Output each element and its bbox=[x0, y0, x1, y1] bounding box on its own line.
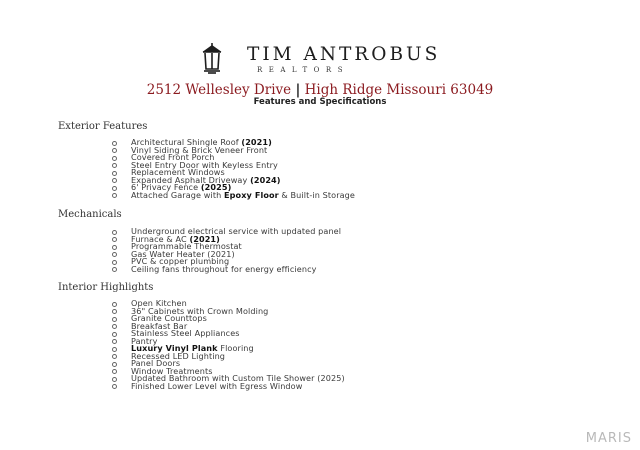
bullet-icon bbox=[112, 171, 117, 176]
list-item: PVC & copper plumbing bbox=[112, 258, 341, 266]
list-item: Furnace & AC (2021) bbox=[112, 236, 341, 244]
list-exterior bbox=[112, 139, 355, 199]
list-item: Covered Front Porch bbox=[112, 154, 355, 162]
bullet-icon bbox=[112, 369, 117, 374]
bullet-icon bbox=[112, 384, 117, 389]
bullet-icon bbox=[112, 245, 117, 250]
watermark: MARIS bbox=[585, 431, 632, 446]
street-address: 2512 Wellesley Drive bbox=[146, 82, 292, 98]
brand-logo bbox=[197, 42, 447, 76]
bullet-icon bbox=[112, 377, 117, 382]
section-heading-mechanicals: Mechanicals bbox=[58, 209, 122, 220]
list-item: Window Treatments bbox=[112, 368, 345, 376]
bullet-icon bbox=[112, 252, 117, 257]
lantern-icon bbox=[197, 42, 227, 76]
bullet-icon bbox=[112, 178, 117, 183]
list-item: Finished Lower Level with Egress Window bbox=[112, 383, 345, 391]
bullet-icon bbox=[112, 230, 117, 235]
list-item: 6' Privacy Fence (2025) bbox=[112, 184, 355, 192]
bullet-icon bbox=[112, 324, 117, 329]
property-address bbox=[0, 82, 640, 98]
list-item: Luxury Vinyl Plank Flooring bbox=[112, 345, 345, 353]
list-item: Replacement Windows bbox=[112, 169, 355, 177]
list-item: Architectural Shingle Roof (2021) bbox=[112, 139, 355, 147]
list-item: Panel Doors bbox=[112, 360, 345, 368]
list-item: Programmable Thermostat bbox=[112, 243, 341, 251]
bullet-icon bbox=[112, 332, 117, 337]
list-item: Expanded Asphalt Driveway (2024) bbox=[112, 177, 355, 185]
brand-subtitle: REALTORS bbox=[257, 66, 349, 74]
list-item: Stainless Steel Appliances bbox=[112, 330, 345, 338]
bullet-icon bbox=[112, 317, 117, 322]
section-heading-interior: Interior Highlights bbox=[58, 282, 154, 293]
bullet-icon bbox=[112, 267, 117, 272]
bullet-icon bbox=[112, 354, 117, 359]
document-subtitle: Features and Specifications bbox=[253, 97, 387, 107]
list-item: 36" Cabinets with Crown Molding bbox=[112, 308, 345, 316]
bullet-icon bbox=[112, 309, 117, 314]
bullet-icon bbox=[112, 186, 117, 191]
bullet-icon bbox=[112, 193, 117, 198]
bullet-icon bbox=[112, 339, 117, 344]
bullet-icon bbox=[112, 302, 117, 307]
list-item: Gas Water Heater (2021) bbox=[112, 251, 341, 259]
list-item: Attached Garage with Epoxy Floor & Built-in Storage bbox=[112, 192, 355, 200]
bullet-icon bbox=[112, 156, 117, 161]
brand-name: TIM ANTROBUS bbox=[247, 44, 441, 65]
list-item: Open Kitchen bbox=[112, 300, 345, 308]
bullet-icon bbox=[112, 141, 117, 146]
list-item: Pantry bbox=[112, 338, 345, 346]
bullet-icon bbox=[112, 163, 117, 168]
list-interior bbox=[112, 300, 345, 390]
list-mechanicals bbox=[112, 228, 341, 273]
list-item: Breakfast Bar bbox=[112, 323, 345, 331]
bullet-icon bbox=[112, 237, 117, 242]
city-state-zip: High Ridge Missouri 63049 bbox=[304, 82, 494, 98]
section-heading-exterior: Exterior Features bbox=[58, 121, 148, 132]
address-separator: | bbox=[295, 82, 301, 98]
list-item: Underground electrical service with updated panel bbox=[112, 228, 341, 236]
list-item: Granite Counttops bbox=[112, 315, 345, 323]
bullet-icon bbox=[112, 148, 117, 153]
list-item: Ceiling fans throughout for energy efficiency bbox=[112, 266, 341, 274]
bullet-icon bbox=[112, 260, 117, 265]
list-item: Updated Bathroom with Custom Tile Shower (2025) bbox=[112, 375, 345, 383]
list-item: Steel Entry Door with Keyless Entry bbox=[112, 162, 355, 170]
bullet-icon bbox=[112, 362, 117, 367]
list-item: Recessed LED Lighting bbox=[112, 353, 345, 361]
bullet-icon bbox=[112, 347, 117, 352]
list-item: Vinyl Siding & Brick Veneer Front bbox=[112, 147, 355, 155]
